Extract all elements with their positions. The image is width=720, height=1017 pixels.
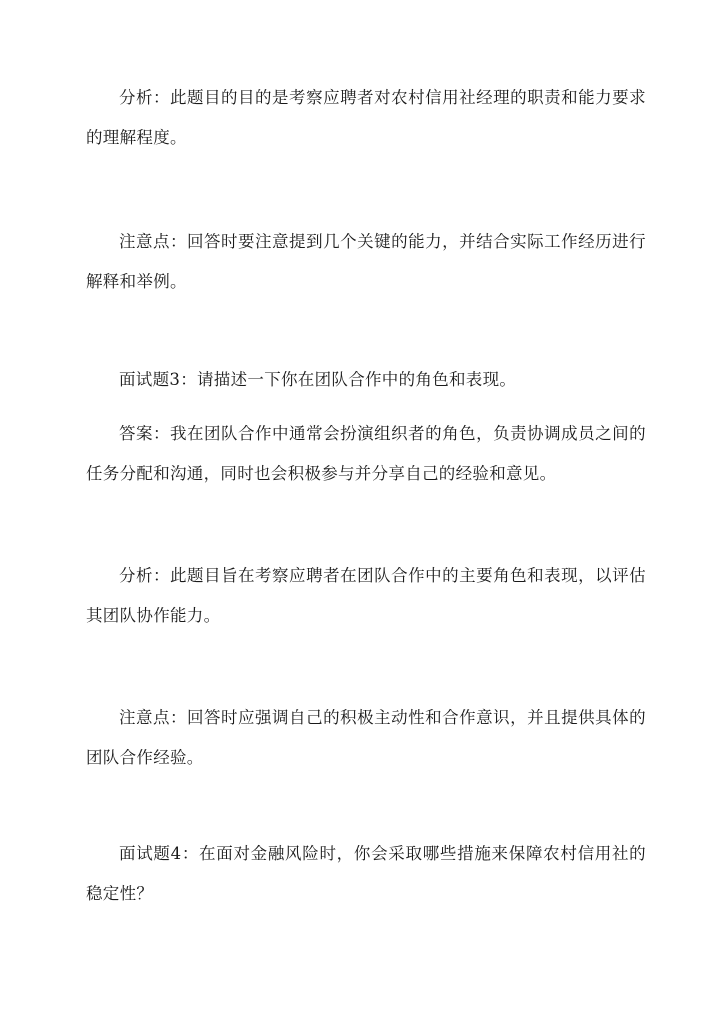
question-3-heading: 面试题3：请描述一下你在团队合作中的角色和表现。: [119, 370, 517, 389]
analysis-paragraph-q2: 分析：此题目的目的是考察应聘者对农村信用社经理的职责和能力要求的理解程度。: [86, 88, 646, 147]
note-paragraph-q2: 注意点：回答时要注意提到几个关键的能力，并结合实际工作经历进行解释和举例。: [86, 232, 646, 291]
analysis-paragraph-q3: 分析：此题目旨在考察应聘者在团队合作中的主要角色和表现，以评估其团队协作能力。: [86, 566, 646, 625]
note-paragraph-q3: 注意点：回答时应强调自己的积极主动性和合作意识，并且提供具体的团队合作经验。: [86, 708, 646, 767]
question-4-heading: 面试题4：在面对金融风险时，你会采取哪些措施来保障农村信用社的稳定性？: [86, 844, 646, 903]
answer-paragraph-q3: 答案：我在团队合作中通常会扮演组织者的角色，负责协调成员之间的任务分配和沟通，同时也会积极参与并分享自己的经验和意见。: [86, 424, 646, 483]
